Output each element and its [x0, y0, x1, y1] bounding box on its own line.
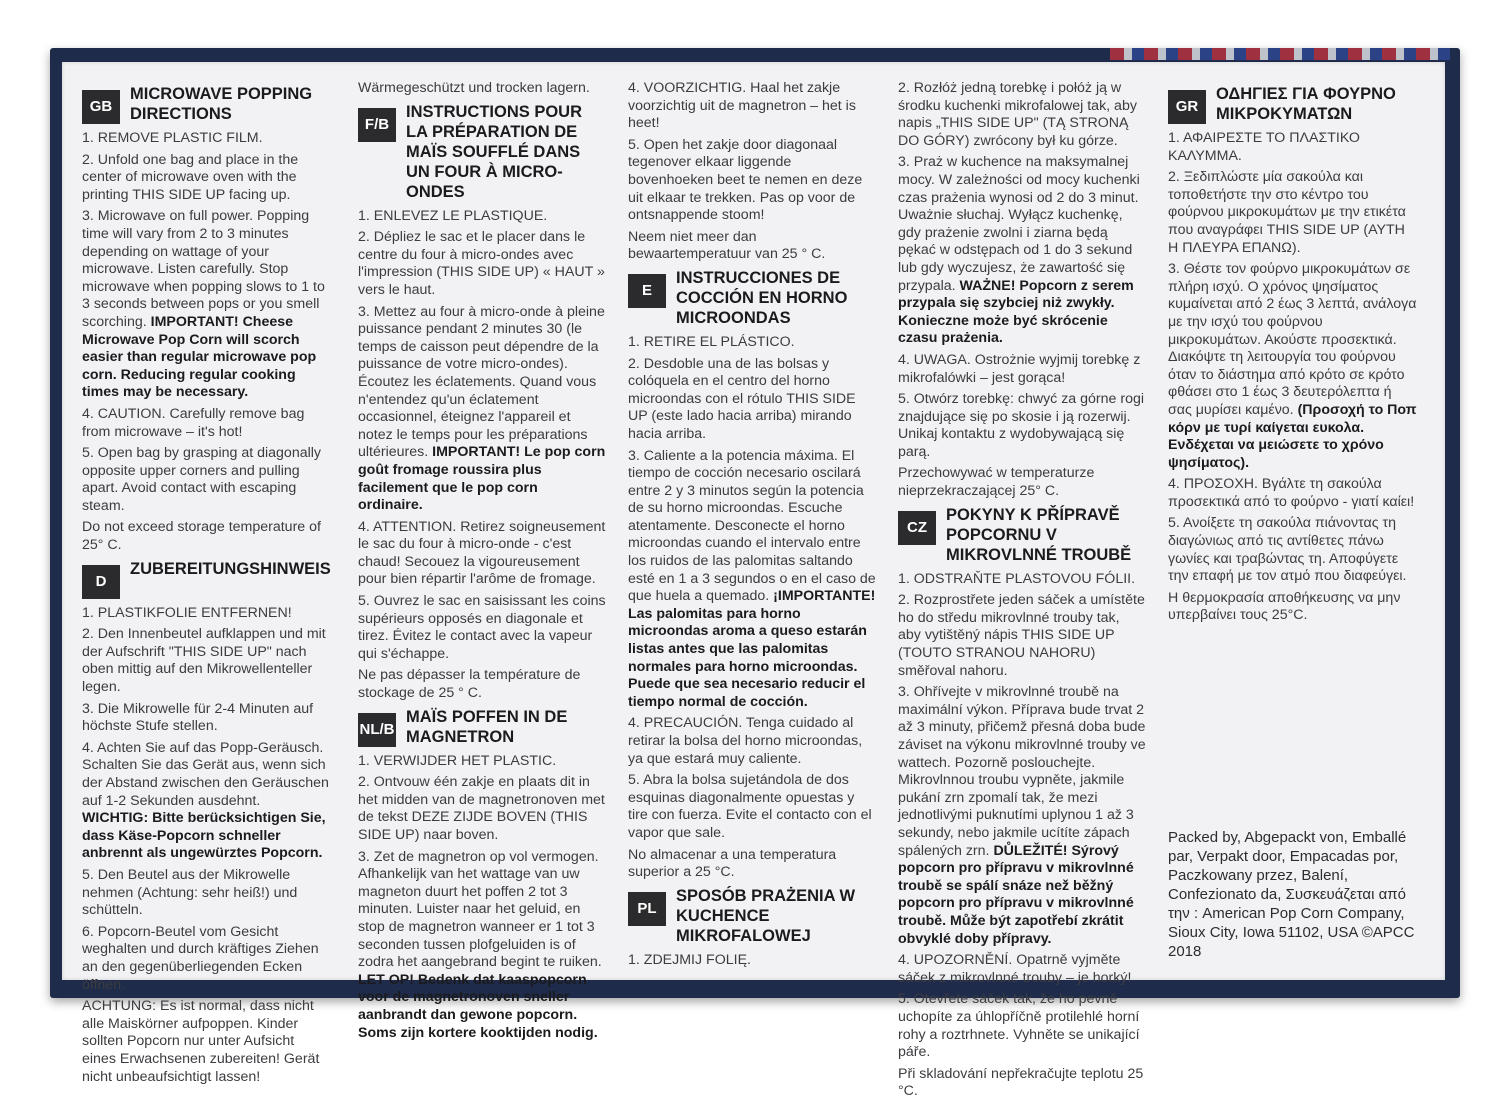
- gb-important-note: IMPORTANT! Cheese Microwave Pop Corn will scorch easier than regular microwave pop corn. Reducing regular cooking times may be necessary.: [82, 313, 317, 401]
- language-badge-gb: GB: [82, 90, 120, 124]
- pl-step-5: 5. Otwórz torebkę: chwyć za górne rogi znajdujące się po skosie i ją rozerwij. Unikaj kontaktu z wydobywającą się parą.: [898, 391, 1145, 460]
- nlb-step-2: 2. Ontvouw één zakje en plaats dit in het midden van de magnetronoven met de tekst DEZE ZIJDE BOVEN (THIS SIDE UP) naar boven.: [358, 774, 605, 843]
- nlb-step-4: 4. VOORZICHTIG. Haal het zakje voorzichtig uit de magnetron – het is heet!: [628, 80, 856, 132]
- d-step-4: 4. Achten Sie auf das Popp-Geräusch. Schalten Sie das Gerät aus, wenn sich der Abstand zwischen den Geräuschen auf 1-2 Sekunden ausdehnt. WICHTIG: Bitte berücksichtigen Sie, dass Käse-Popcorn schneller anbrennt als ungewürztes Popcorn.: [82, 739, 329, 862]
- e-step-5: 5. Abra la bolsa sujetándola de dos esquinas diagonalmente opuestas y tire con fuerza. Evite el contacto con el vapor que sale.: [628, 772, 872, 841]
- nlb-important-note: LET OP! Bedenk dat kaaspopcorn voor de magnetronoven sneller aanbrandt dan gewone popcorn. Soms zijn kortere kooktijden nodig.: [358, 971, 598, 1041]
- gr-step-4: 4. ΠΡΟΣΟΧΗ. Βγάλτε τη σακούλα προσεκτικά από το φούρνο - γιατί καίει!: [1168, 476, 1415, 510]
- pl-step-4: 4. UWAGA. Ostrożnie wyjmij torebkę z mikrofalówki – jest gorąca!: [898, 351, 1141, 386]
- gb-step-3: 3. Microwave on full power. Popping time will vary from 2 to 3 minutes depending on wattage of your microwave. Listen carefully. Stop microwave when popping slows to 1 to 3 seconds between pops or you smell scorching. IMPORTANT! Cheese Microwave Pop Corn will scorch easier than regular microwave pop corn. Reducing regular cooking times may be necessary.: [82, 208, 325, 401]
- section-header-gr: [1168, 84, 1418, 124]
- section-title-e: INSTRUCCIONES DE COCCIÓN EN HORNO MICROONDAS: [676, 268, 848, 327]
- cz-important-note: DŮLEŽITÉ! Sýrový popcorn pro přípravu v mikrovlnné troubě se spálí snáze než běžný popcorn pro přípravu v mikrovlnné troubě. Může být zapotřebí zkrátit obvyklé doby přípravy.: [898, 842, 1134, 947]
- section-title-fb: INSTRUCTIONS POUR LA PRÉPARATION DE MAÏS SOUFFLÉ DANS UN FOUR À MICRO-ONDES: [406, 102, 583, 201]
- language-badge-pl: PL: [628, 892, 666, 926]
- cz-step-4: 4. UPOZORNĚNÍ. Opatrně vyjměte sáček z mikrovlnné trouby – je horký!: [898, 952, 1132, 986]
- gr-step-1: 1. ΑΦΑΙΡΕΣΤΕ ΤΟ ΠΛΑΣΤΙΚΟ ΚΑΛΥΜΜΑ.: [1168, 130, 1360, 164]
- cz-step-2: 2. Rozprostřete jeden sáček a umístěte ho do středu mikrovlnné trouby tak, aby vytištěný nápis THIS SIDE UP (TOUTO STRANOU NAHORU) směřoval nahoru.: [898, 592, 1145, 679]
- column-gb-d: [82, 80, 330, 1090]
- fb-step-5: 5. Ouvrez le sac en saisissant les coins supérieurs opposés en diagonale et tirez. Évitez le contact avec la vapeur qui s'échappe.: [358, 593, 606, 662]
- section-header-cz: [898, 505, 1146, 565]
- section-header-fb: [358, 102, 606, 202]
- e-step-1: 1. RETIRE EL PLÁSTICO.: [628, 333, 795, 350]
- language-badge-cz: CZ: [898, 511, 936, 545]
- cz-step-3: 3. Ohřívejte v mikrovlnné troubě na maximální výkon. Příprava bude trvat 2 až 3 minuty, přičemž přesná doba bude záviset na výkonu mikrovlnné trouby ve wattech. Pozorně poslouchejte. Mikrovlnnou troubu vypněte, jakmile pukání zrn zpomalí tak, že mezi jednotlivými puknutími uplynou 1 až 3 sekundy, nebo jakmile ucítíte zápach spálených zrn. DŮLEŽITÉ! Sýrový popcorn pro přípravu v mikrovlnné troubě se spálí snáze než běžný popcorn pro přípravu v mikrovlnné troubě. Může být zapotřebí zkrátit obvyklé doby přípravy.: [898, 684, 1146, 947]
- pl-important-note: WAŻNE! Popcorn z serem przypala się szybciej niż zwykły. Konieczne może być skrócenie czasu prażenia.: [898, 277, 1134, 347]
- section-title-nlb: MAÏS POFFEN IN DE MAGNETRON: [406, 707, 568, 746]
- e-important-note: ¡IMPORTANTE! Las palomitas para horno microondas aroma a queso estarán listas antes que las palomitas normales para horno microondas. Puede que sea necesario reducir el tiempo normal de cocción.: [628, 588, 876, 710]
- section-title-pl: SPOSÓB PRAŻENIA W KUCHENCE MIKROFALOWEJ: [676, 886, 856, 945]
- d-step-1: 1. PLASTIKFOLIE ENTFERNEN!: [82, 604, 292, 621]
- gb-storage-note: Do not exceed storage temperature of 25° C.: [82, 519, 321, 554]
- section-header-gb: [82, 84, 330, 124]
- section-title-gr: ΟΔΗΓΙΕΣ ΓΙΑ ΦΟΥΡΝΟ ΜΙΚΡΟΚΥΜΑΤΩΝ: [1216, 85, 1396, 123]
- column-nl-e-pl: [628, 80, 876, 973]
- flag-stripe-decoration: [1110, 48, 1450, 60]
- gr-step-2: 2. Ξεδιπλώστε μία σακούλα και τοποθετήστε την στο κέντρο του φούρνου μικροκυμάτων με την ετικέτα που αναγράφει THIS SIDE UP (ΑΥΤΗ Η ΠΛΕΥΡΑ ΕΠΑΝΩ).: [1168, 169, 1406, 256]
- d-step-6: 6. Popcorn-Beutel vom Gesicht weghalten und durch kräftiges Ziehen an den gegenüberliegenden Ecken öffnen.: [82, 923, 319, 993]
- fb-step-3: 3. Mettez au four à micro-onde à pleine puissance pendant 2 minutes 30 (le temps de caisson peut dépendre de la puissance de votre micro-ondes). Écoutez les éclatements. Quand vous n'entendez qu'un éclatement occasionnel, éteignez l'appareil et notez le temps pour les préparations ultérieures. IMPORTANT! Le pop corn goût fromage roussira plus facilement que le pop corn ordinaire.: [358, 303, 606, 514]
- column-pl-cz: [898, 80, 1146, 1105]
- column-fb-nl: [358, 80, 606, 1046]
- d-step-3: 3. Die Mikrowelle für 2-4 Minuten auf höchste Stufe stellen.: [82, 700, 314, 735]
- d-storage-note: Wärmegeschützt und trocken lagern.: [358, 80, 590, 96]
- nlb-step-5: 5. Open het zakje door diagonaal tegenover elkaar liggende bovenhoeken beet te nemen en deze uit elkaar te trekken. Pas op voor de ontsnappende stoom!: [628, 136, 863, 224]
- section-header-d: [82, 559, 330, 599]
- d-important-note: WICHTIG: Bitte berücksichtigen Sie, dass Käse-Popcorn schneller anbrennt als ungewürztes Popcorn.: [82, 810, 326, 862]
- gb-step-2: 2. Unfold one bag and place in the center of microwave oven with the printing THIS SIDE UP facing up.: [82, 151, 299, 203]
- section-header-e: [628, 268, 876, 328]
- language-badge-d: D: [82, 565, 120, 599]
- language-badge-e: E: [628, 274, 666, 308]
- cz-step-1: 1. ODSTRAŇTE PLASTOVOU FÓLII.: [898, 570, 1136, 587]
- d-step-2: 2. Den Innenbeutel aufklappen und mit der Aufschrift "THIS SIDE UP" nach oben mittig auf den Mikrowellenteller legen.: [82, 626, 326, 696]
- fb-important-note: IMPORTANT! Le pop corn goût fromage roussira plus facilement que le pop corn ordinaire.: [358, 444, 606, 514]
- packer-info: Packed by, Abgepackt von, Emballé par, Verpakt door, Empacadas por, Paczkowany przez, Balení, Confezionato da, Συσκευάζεται από την : American Pop Corn Company, Sioux City, Iowa 51102, USA ©APCC 2018: [1168, 829, 1415, 960]
- column-gr: [1168, 80, 1418, 629]
- d-warning-note: ACHTUNG: Es ist normal, dass nicht alle Maiskörner aufpoppen. Kinder sollten Popcorn nur unter Aufsicht eines Erwachsenen zubereiten! Gerät nicht unbeaufsichtigt lassen!: [82, 998, 320, 1085]
- pl-step-1: 1. ZDEJMIJ FOLIĘ.: [628, 951, 751, 968]
- gb-step-5: 5. Open bag by grasping at diagonally opposite upper corners and pulling apart. Avoid contact with escaping steam.: [82, 445, 321, 514]
- fb-step-2: 2. Dépliez le sac et le placer dans le centre du four à micro-ondes avec l'impression (THIS SIDE UP) « HAUT » vers le haut.: [358, 229, 605, 298]
- language-badge-nlb: NL/B: [358, 713, 396, 747]
- section-title-cz: POKYNY K PŘÍPRAVĚ POPCORNU V MIKROVLNNÉ TROUBĚ: [946, 505, 1132, 564]
- e-step-4: 4. PRECAUCIÓN. Tenga cuidado al retirar la bolsa del horno microondas, ya que estará muy caliente.: [628, 715, 863, 767]
- cz-storage-note: Při skladování nepřekračujte teplotu 25 °C.: [898, 1065, 1144, 1100]
- cz-step-5: 5. Otevřete sáček tak, že ho pevně uchopíte za úhlopříčně protilehlé horní rohy a roztrhnete. Vyhněte se unikající páře.: [898, 991, 1140, 1061]
- e-step-2: 2. Desdoble una de las bolsas y colóquela en el centro del horno microondas con el rótulo THIS SIDE UP (este lado hacia arriba) mirando hacia arriba.: [628, 355, 856, 442]
- nlb-step-1: 1. VERWIJDER HET PLASTIC.: [358, 752, 557, 769]
- gb-step-4: 4. CAUTION. Carefully remove bag from microwave – it's hot!: [82, 405, 305, 440]
- e-step-3: 3. Caliente a la potencia máxima. El tiempo de cocción necesario oscilará entre 2 y 3 minutos según la potencia de su horno microondas. Escuche atentamente. Desconecte el horno microondas cuando el intervalo entre los ruidos de las palomitas saltando esté en 1 a 3 segundos o en el caso de que huela a quemado. ¡IMPORTANTE! Las palomitas para horno microondas aroma a queso estarán listas antes que las palomitas normales para horno microondas. Puede que sea necesario reducir el tiempo normal de cocción.: [628, 447, 876, 710]
- d-step-5: 5. Den Beutel aus der Mikrowelle nehmen (Achtung: sehr heiß!) und schütteln.: [82, 866, 298, 919]
- gr-important-note: (Προσοχή το Ποπ κόρν με τυρί καίγεται ευκολα. Ενδέχεται να μειώσετε το χρόνο ψησίματος).: [1168, 401, 1417, 471]
- instructions-panel: [62, 62, 1445, 1100]
- nlb-storage-note: Neem niet meer dan bewaartemperatuur van 25 ° C.: [628, 228, 826, 263]
- pl-storage-note: Przechowywać w temperaturze nieprzekraczającej 25° C.: [898, 465, 1095, 500]
- pl-step-3: 3. Praż w kuchence na maksymalnej mocy. W zależności od mocy kuchenki czas prażenia wynosi od 2 do 3 minut. Uważnie słuchaj. Wyłącz kuchenkę, gdy prażenie zwolni i ziarna będą pękać w odstępach od 1 do 3 sekund lub gdy wyczujesz, że zawartość się przypala. WAŻNE! Popcorn z serem przypala się szybciej niż zwykły. Konieczne może być skrócenie czasu prażenia.: [898, 154, 1140, 347]
- gr-step-3: 3. Θέστε τον φούρνο μικροκυμάτων σε πλήρη ισχύ. Ο χρόνος ψησίματος κυμαίνεται από 2 έως 3 λεπτά, ανάλογα με την ισχύ του φούρνου μικροκυμάτων. Ακούστε προσεκτικά. Διακόψτε τη λειτουργία του φούρνου όταν το διάστημα από κρότο σε κρότο φθάσει στο 1 έως 3 δευτερόλεπτα ή σας μυρίσει καμένο. (Προσοχή το Ποπ κόρν με τυρί καίγεται ευκολα. Ενδέχεται να μειώσετε το χρόνο ψησίματος).: [1168, 261, 1417, 471]
- section-title-d: ZUBEREITUNGSHINWEIS: [130, 559, 331, 578]
- language-badge-gr: GR: [1168, 90, 1206, 124]
- gr-step-5: 5. Ανοίξετε τη σακούλα πιάνοντας τη διαγώνιως από τις αντίθετες πάνω γωνίες και τραβώντας τη. Αποφύγετε την επαφή με τον ατμό που διαφεύγει.: [1168, 515, 1407, 585]
- gr-storage-note: Η θερμοκρασία αποθήκευσης να μην υπερβαίνει τους 25°C.: [1168, 589, 1401, 624]
- fb-step-4: 4. ATTENTION. Retirez soigneusement le sac du four à micro-onde - c'est chaud! Secouez la vigoureusement pour bien répartir l'arôme de fromage.: [358, 518, 606, 588]
- section-title-gb: MICROWAVE POPPING DIRECTIONS: [130, 85, 313, 123]
- fb-step-1: 1. ENLEVEZ LE PLASTIQUE.: [358, 207, 548, 224]
- e-storage-note: No almacenar a una temperatura superior a 25 °C.: [628, 846, 837, 881]
- gb-step-1: 1. REMOVE PLASTIC FILM.: [82, 130, 263, 146]
- pl-step-2: 2. Rozłóż jedną torebkę i połóż ją w środku kuchenki mikrofalowej tak, aby napis „THIS SIDE UP" (TĄ STRONĄ DO GÓRY) zwrócony był ku górze.: [898, 80, 1137, 149]
- fb-storage-note: Ne pas dépasser la température de stockage de 25 ° C.: [358, 667, 581, 702]
- section-header-nlb: [358, 707, 606, 747]
- nlb-step-3: 3. Zet de magnetron op vol vermogen. Afhankelijk van het wattage van uw magneton duurt het poffen 2 tot 3 minuten. Luister naar het geluid, en stop de magnetron wanneer er 1 tot 3 seconden tussen plofgeluiden is of zodra het aangebrand begint te ruiken. LET OP! Bedenk dat kaaspopcorn voor de magnetronoven sneller aanbrandt dan gewone popcorn. Soms zijn kortere kooktijden nodig.: [358, 848, 602, 1041]
- section-header-pl: [628, 886, 876, 946]
- language-badge-fb: F/B: [358, 108, 396, 142]
